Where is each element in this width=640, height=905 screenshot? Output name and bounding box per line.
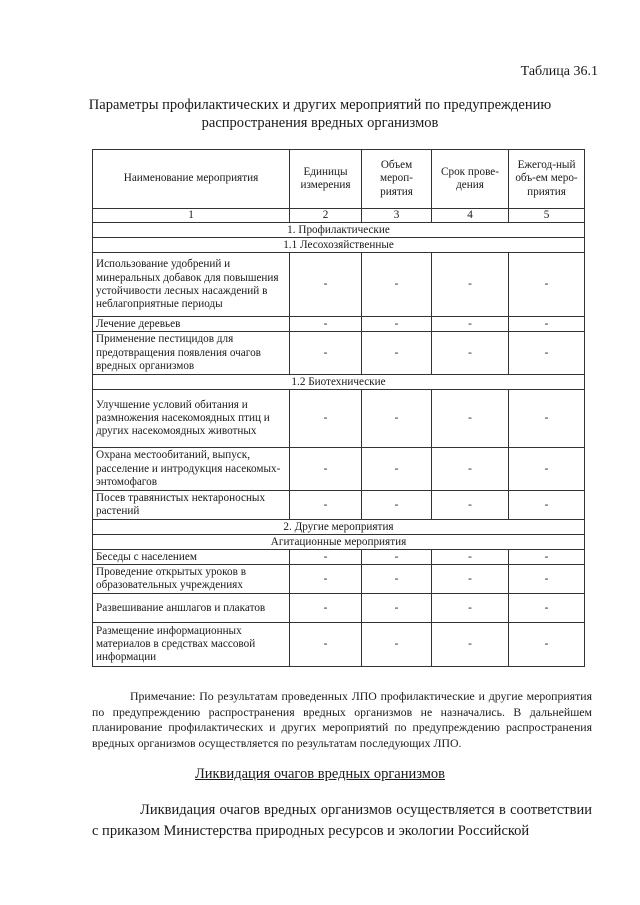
table-row bbox=[93, 317, 585, 332]
cell-volume: - bbox=[362, 550, 432, 565]
table-label: Таблица 36.1 bbox=[520, 64, 598, 79]
measure-name: Применение пестицидов для предотвращения появления очагов вредных организмов bbox=[93, 332, 290, 375]
cell-volume: - bbox=[362, 253, 432, 317]
cell-annual: - bbox=[509, 594, 585, 623]
cell-term: - bbox=[432, 594, 509, 623]
table-row bbox=[93, 594, 585, 623]
measure-name: Использование удобрений и минеральных добавок для повышения устойчивости лесных насаждений в неблагоприятные периоды bbox=[93, 253, 290, 317]
section-heading: 1. Профилактические bbox=[93, 223, 585, 238]
col-number: 5 bbox=[509, 209, 585, 223]
cell-annual: - bbox=[509, 317, 585, 332]
header-row bbox=[93, 150, 585, 209]
cell-term: - bbox=[432, 448, 509, 491]
cell-volume: - bbox=[362, 565, 432, 594]
table-row bbox=[93, 550, 585, 565]
header-units: Единицы измерения bbox=[290, 150, 362, 209]
measure-name: Беседы с населением bbox=[93, 550, 290, 565]
col-number: 4 bbox=[432, 209, 509, 223]
cell-units: - bbox=[290, 550, 362, 565]
cell-volume: - bbox=[362, 332, 432, 375]
cell-annual: - bbox=[509, 623, 585, 667]
cell-volume: - bbox=[362, 623, 432, 667]
measure-name: Улучшение условий обитания и размножения насекомоядных птиц и других насекомоядных животных bbox=[93, 390, 290, 448]
table-row bbox=[93, 390, 585, 448]
header-annual-volume: Ежегод-ный объ-ем меро-приятия bbox=[509, 150, 585, 209]
cell-units: - bbox=[290, 390, 362, 448]
cell-units: - bbox=[290, 565, 362, 594]
col-number: 1 bbox=[93, 209, 290, 223]
cell-units: - bbox=[290, 448, 362, 491]
cell-units: - bbox=[290, 332, 362, 375]
column-number-row bbox=[93, 209, 585, 223]
table-row bbox=[93, 332, 585, 375]
cell-term: - bbox=[432, 565, 509, 594]
cell-units: - bbox=[290, 594, 362, 623]
cell-volume: - bbox=[362, 491, 432, 520]
cell-units: - bbox=[290, 317, 362, 332]
table-note: Примечание: По результатам проведенных ЛПО профилактические и другие мероприятия по предупреждению распространения вредных организмов не назначались. В дальнейшем планирование профилактических и других мероприятий по предупреждению распространения вредных организмов осуществляется по результатам последующих ЛПО. bbox=[92, 689, 592, 750]
measure-name: Охрана местообитаний, выпуск, расселение и интродукция насекомых-энтомофагов bbox=[93, 448, 290, 491]
subsection-heading: 1.1 Лесохозяйственные bbox=[93, 238, 585, 253]
col-number: 2 bbox=[290, 209, 362, 223]
cell-volume: - bbox=[362, 448, 432, 491]
col-number: 3 bbox=[362, 209, 432, 223]
measure-name: Развешивание аншлагов и плакатов bbox=[93, 594, 290, 623]
header-name: Наименование мероприятия bbox=[93, 150, 290, 209]
cell-units: - bbox=[290, 491, 362, 520]
cell-annual: - bbox=[509, 550, 585, 565]
table-row bbox=[93, 491, 585, 520]
cell-term: - bbox=[432, 253, 509, 317]
cell-term: - bbox=[432, 332, 509, 375]
cell-volume: - bbox=[362, 390, 432, 448]
subsection-heading: 1.2 Биотехнические bbox=[93, 375, 585, 390]
table-row bbox=[93, 623, 585, 667]
cell-annual: - bbox=[509, 253, 585, 317]
measure-name: Лечение деревьев bbox=[93, 317, 290, 332]
cell-volume: - bbox=[362, 317, 432, 332]
cell-term: - bbox=[432, 390, 509, 448]
body-paragraph: Ликвидация очагов вредных организмов осуществляется в соответствии с приказом Министерства природных ресурсов и экологии Российской bbox=[92, 802, 592, 839]
measure-name: Проведение открытых уроков в образовательных учреждениях bbox=[93, 565, 290, 594]
cell-term: - bbox=[432, 623, 509, 667]
measure-name: Посев травянистых нектароносных растений bbox=[93, 491, 290, 520]
cell-units: - bbox=[290, 623, 362, 667]
cell-annual: - bbox=[509, 332, 585, 375]
cell-term: - bbox=[432, 317, 509, 332]
table-row bbox=[93, 565, 585, 594]
section-subheading-text: Ликвидация очагов вредных организмов bbox=[194, 766, 446, 782]
section-heading: 2. Другие мероприятия bbox=[93, 520, 585, 535]
cell-annual: - bbox=[509, 448, 585, 491]
header-term: Срок прове-дения bbox=[432, 150, 509, 209]
measure-name: Размещение информационных материалов в средствах массовой информации bbox=[93, 623, 290, 667]
cell-annual: - bbox=[509, 491, 585, 520]
cell-term: - bbox=[432, 550, 509, 565]
measures-table bbox=[92, 149, 585, 667]
table-row bbox=[93, 448, 585, 491]
section-subheading bbox=[0, 766, 640, 783]
table-title: Параметры профилактических и других мероприятий по предупреждению распространения вредных организмов bbox=[88, 97, 552, 131]
subsection-heading: Агитационные мероприятия bbox=[93, 535, 585, 550]
header-volume: Объем мероп-риятия bbox=[362, 150, 432, 209]
cell-volume: - bbox=[362, 594, 432, 623]
cell-units: - bbox=[290, 253, 362, 317]
cell-term: - bbox=[432, 491, 509, 520]
cell-annual: - bbox=[509, 565, 585, 594]
cell-annual: - bbox=[509, 390, 585, 448]
table-row bbox=[93, 253, 585, 317]
